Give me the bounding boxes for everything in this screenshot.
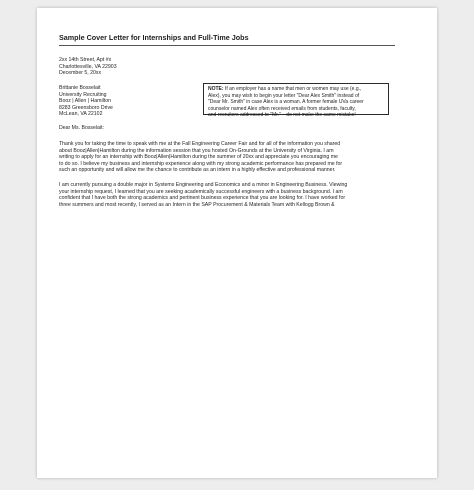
note-line <box>208 86 388 93</box>
sender-address-line: 2xx 14th Street, Apt #x <box>59 57 112 63</box>
paragraph-line: writing to apply for an internship with Booz|Allen|Hamilton during the summer of 20xx and appreciate you encouraging me <box>59 154 338 161</box>
note-box <box>203 83 389 119</box>
paragraph-1 <box>59 141 342 174</box>
recipient-name: Brittanie Bosselait <box>59 85 101 91</box>
document-title: Sample Cover Letter for Internships and Full-Time Jobs <box>59 33 249 42</box>
recipient-address-line: McLean, VA 22102 <box>59 111 103 118</box>
recipient-address-line: Booz | Allen | Hamilton <box>59 98 112 105</box>
paragraph-line: confident that I have both the strong academics and pertinent business experience that you are looking for. I have worked for <box>59 195 346 202</box>
title-divider <box>59 45 395 46</box>
sender-address <box>59 57 117 77</box>
note-line: "Dear Mr. Smith" in case Alex is a woman. A former female UVa career <box>208 99 364 106</box>
sender-address-line: Charlottesville, VA 22903 <box>59 63 117 70</box>
paragraph-line: Thank you for taking the time to speak with me at the Fall Engineering Career Fair and for all of the information you shared <box>59 141 341 147</box>
paragraph-2 <box>59 182 347 208</box>
paragraph-line: to do so. I believe my business and internship experience along with my strong academic performance has prepared me for <box>59 160 343 167</box>
paragraph-line: your internship request, I learned that you are seeking academically successful engineers with a business background. I am <box>59 188 343 195</box>
document-page <box>37 8 437 478</box>
letter-date: December 5, 20xx <box>59 70 102 77</box>
note-line: Alex), you may wish to begin your letter "Dear Alex Smith" instead of <box>208 92 360 99</box>
note-text: If an employer has a name that men or women may use (e.g., <box>223 86 362 92</box>
salutation: Dear Ms. Bosselait: <box>59 125 104 131</box>
paragraph-line: about Booz|Allen|Hamilton during the information session that you hosted On-Grounds at the University of Virginia. I am <box>59 147 334 154</box>
recipient-address-line: 8283 Greensboro Drive <box>59 104 113 111</box>
note-line: and recruiters addressed to "Mr." – do not make the same mistake! <box>208 112 356 119</box>
paragraph-line: I am currently pursuing a double major in Systems Engineering and Economics and a minor in Engineering Business. Viewing <box>59 182 348 188</box>
recipient-address <box>59 85 113 118</box>
recipient-address-line: University Recruiting <box>59 91 107 98</box>
paragraph-line: such an opportunity and will allow me the chance to contribute as an intern in a highly effective and professional manner. <box>59 167 336 174</box>
note-line: counselor named Alex often received emails from students, faculty, <box>208 105 356 112</box>
note-label: NOTE: <box>208 86 224 92</box>
paragraph-line: three summers and most recently, I served as an Intern in the SAP Procurement & Materials Team with Kellogg Brown & <box>59 201 335 208</box>
